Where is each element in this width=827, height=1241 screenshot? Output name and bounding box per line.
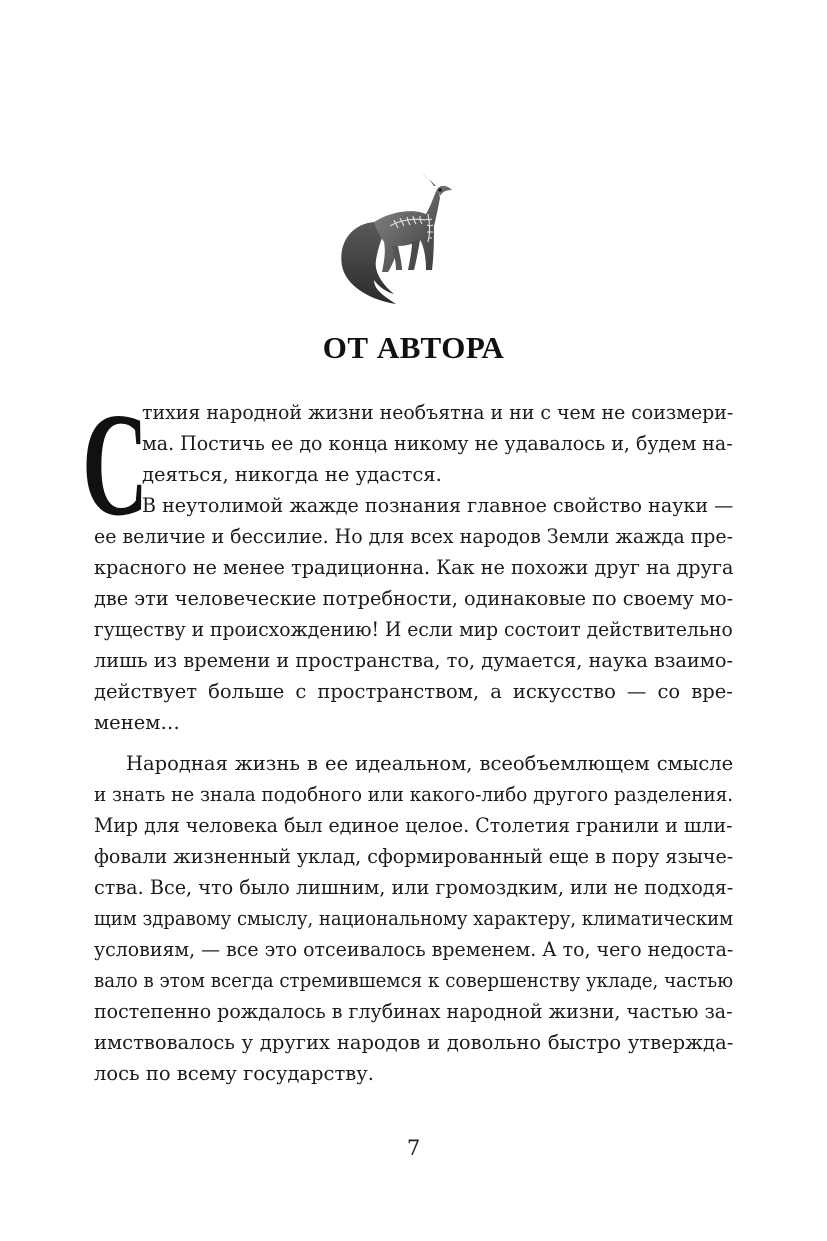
text-line: деяться, никогда не удастся. — [142, 463, 442, 486]
text-line: постепенно рождалось в глубинах народной жизни, частью за- — [94, 1000, 733, 1023]
text-line: красного не менее традиционна. Как не похожи друг на друга — [94, 556, 734, 579]
text-line: условиям, — все это отсеивалось временем. А то, чего недоста- — [94, 938, 734, 961]
text-line: Народная жизнь в ее идеальном, всеобъемлющем смысле — [126, 752, 734, 775]
text-line: Мир для человека был единое целое. Столетия гранили и шли- — [94, 814, 733, 837]
text-line: имствовалось у других народов и довольно быстро утвержда- — [94, 1031, 734, 1054]
text-line: две эти человеческие потребности, одинаковые по своему мо- — [94, 587, 734, 610]
text-line: ее величие и бессилие. Но для всех народов Земли жажда пре- — [94, 525, 734, 548]
text-line: менем… — [94, 711, 180, 734]
text-line: вало в этом всегда стремившемся к совершенству укладе, частью — [94, 969, 734, 992]
text-line: тихия народной жизни необъятна и ни с чем не соизмери- — [142, 401, 734, 424]
page-number: 7 — [406, 1136, 421, 1160]
text-line: гуществу и происхождению! И если мир состоит действительно — [94, 618, 733, 641]
text-line: лишь из времени и пространства, то, думается, наука взаимо- — [94, 649, 733, 672]
text-line: ма. Постичь ее до конца никому не удавалось и, будем на- — [142, 432, 733, 455]
text-line: фовали жизненный уклад, сформированный еще в пору языче- — [94, 845, 734, 868]
chapter-title: ОТ АВТОРА — [322, 330, 505, 365]
text-line: и знать не знала подобного или какого-либо другого разделения. — [94, 783, 734, 806]
drop-cap: С — [82, 383, 149, 547]
text-line: щим здравому смыслу, национальному характеру, климатическим — [94, 907, 734, 930]
text-line: ства. Все, что было лишним, или громоздким, или не подходя- — [94, 876, 734, 899]
fox-bird-creature-icon — [334, 174, 454, 306]
text-line: В неутолимой жажде познания главное свойство науки — — [142, 494, 734, 517]
text-line: действует больше с пространством, а искусство — со вре- — [94, 680, 733, 703]
text-line: лось по всему государству. — [94, 1062, 374, 1085]
